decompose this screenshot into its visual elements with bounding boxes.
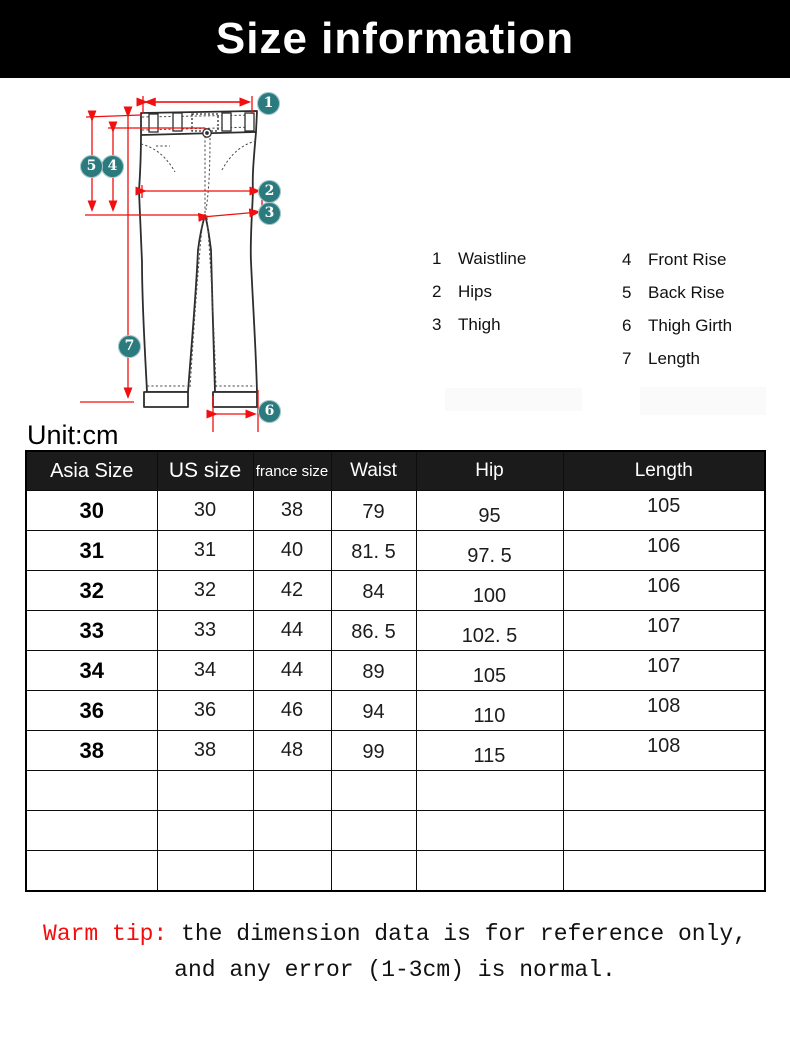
table-row (26, 491, 765, 531)
cell-length: 105 (563, 491, 765, 531)
cell-asia: 34 (26, 651, 157, 691)
cell-france: 46 (253, 691, 331, 731)
table-row (26, 691, 765, 731)
cell-us: 32 (157, 571, 253, 611)
table-row (26, 571, 765, 611)
cell-us: 30 (157, 491, 253, 531)
col-header-waist: Waist (331, 451, 416, 491)
cell-asia: 33 (26, 611, 157, 651)
cell-waist: 89 (331, 651, 416, 691)
measure-badge-6: 6 (258, 400, 281, 423)
table-row (26, 531, 765, 571)
legend-item-thigh-girth: 6 Thigh Girth (622, 315, 733, 335)
cell-france: 38 (253, 491, 331, 531)
cell-hip: 110 (416, 691, 563, 731)
cell-asia: 38 (26, 731, 157, 771)
col-header-asia-size: Asia Size (26, 451, 157, 491)
table-row-empty (26, 771, 765, 811)
measure-badge-7: 7 (118, 335, 141, 358)
cell-hip: 95 (416, 491, 563, 531)
measure-badge-3: 3 (258, 202, 281, 225)
table-row (26, 731, 765, 771)
table-row-empty (26, 811, 765, 851)
cell-waist: 81. 5 (331, 531, 416, 571)
measure-badge-1: 1 (257, 92, 280, 115)
cell-france: 42 (253, 571, 331, 611)
col-header-hip: Hip (416, 451, 563, 491)
page-title: Size information (215, 14, 575, 63)
size-table-header-row (26, 451, 765, 491)
faint-block (640, 387, 766, 415)
table-row (26, 611, 765, 651)
warm-tip-line1: Warm tip: the dimension data is for reference only, (43, 921, 747, 947)
table-row-empty (26, 851, 765, 892)
cell-length: 107 (563, 611, 765, 651)
cell-france: 44 (253, 651, 331, 691)
cell-waist: 94 (331, 691, 416, 731)
cell-us: 33 (157, 611, 253, 651)
pants-diagram (70, 86, 305, 448)
cell-us: 34 (157, 651, 253, 691)
warm-tip (0, 916, 790, 988)
cell-france: 44 (253, 611, 331, 651)
cell-length: 106 (563, 571, 765, 611)
legend-item-back-rise: 5 Back Rise (622, 282, 725, 302)
legend-item-front-rise: 4 Front Rise (622, 249, 727, 269)
legend-right-column (622, 243, 732, 375)
cell-waist: 79 (331, 491, 416, 531)
col-header-us-size: US size (157, 451, 253, 491)
legend-left-column (432, 242, 526, 341)
cell-length: 107 (563, 651, 765, 691)
pants-outline (139, 111, 257, 407)
cell-length: 108 (563, 731, 765, 771)
col-header-france-size: france size (253, 451, 331, 491)
legend-item-waistline: 1 Waistline (432, 248, 527, 268)
warm-tip-label: Warm tip: (43, 921, 168, 947)
legend-item-thigh: 3 Thigh (432, 314, 501, 334)
title-banner (0, 0, 790, 78)
cell-hip: 100 (416, 571, 563, 611)
size-table (25, 450, 766, 892)
faint-block (445, 388, 582, 411)
cell-hip: 115 (416, 731, 563, 771)
cell-length: 106 (563, 531, 765, 571)
cell-us: 36 (157, 691, 253, 731)
cell-asia: 32 (26, 571, 157, 611)
cell-france: 40 (253, 531, 331, 571)
cell-asia: 30 (26, 491, 157, 531)
cell-us: 31 (157, 531, 253, 571)
cell-france: 48 (253, 731, 331, 771)
cell-us: 38 (157, 731, 253, 771)
warm-tip-line2: and any error (1-3cm) is normal. (174, 957, 616, 983)
legend-item-hips: 2 Hips (432, 281, 493, 301)
cell-waist: 84 (331, 571, 416, 611)
unit-label: Unit:cm (27, 420, 119, 450)
cell-waist: 99 (331, 731, 416, 771)
col-header-length: Length (563, 451, 765, 491)
cell-asia: 36 (26, 691, 157, 731)
cell-hip: 97. 5 (416, 531, 563, 571)
measure-badge-5: 5 (80, 155, 103, 178)
cell-waist: 86. 5 (331, 611, 416, 651)
cell-hip: 105 (416, 651, 563, 691)
cell-asia: 31 (26, 531, 157, 571)
cell-hip: 102. 5 (416, 611, 563, 651)
table-row (26, 651, 765, 691)
measure-badge-4: 4 (101, 155, 124, 178)
legend-item-length: 7 Length (622, 348, 700, 368)
cell-length: 108 (563, 691, 765, 731)
measure-badge-2: 2 (258, 180, 281, 203)
